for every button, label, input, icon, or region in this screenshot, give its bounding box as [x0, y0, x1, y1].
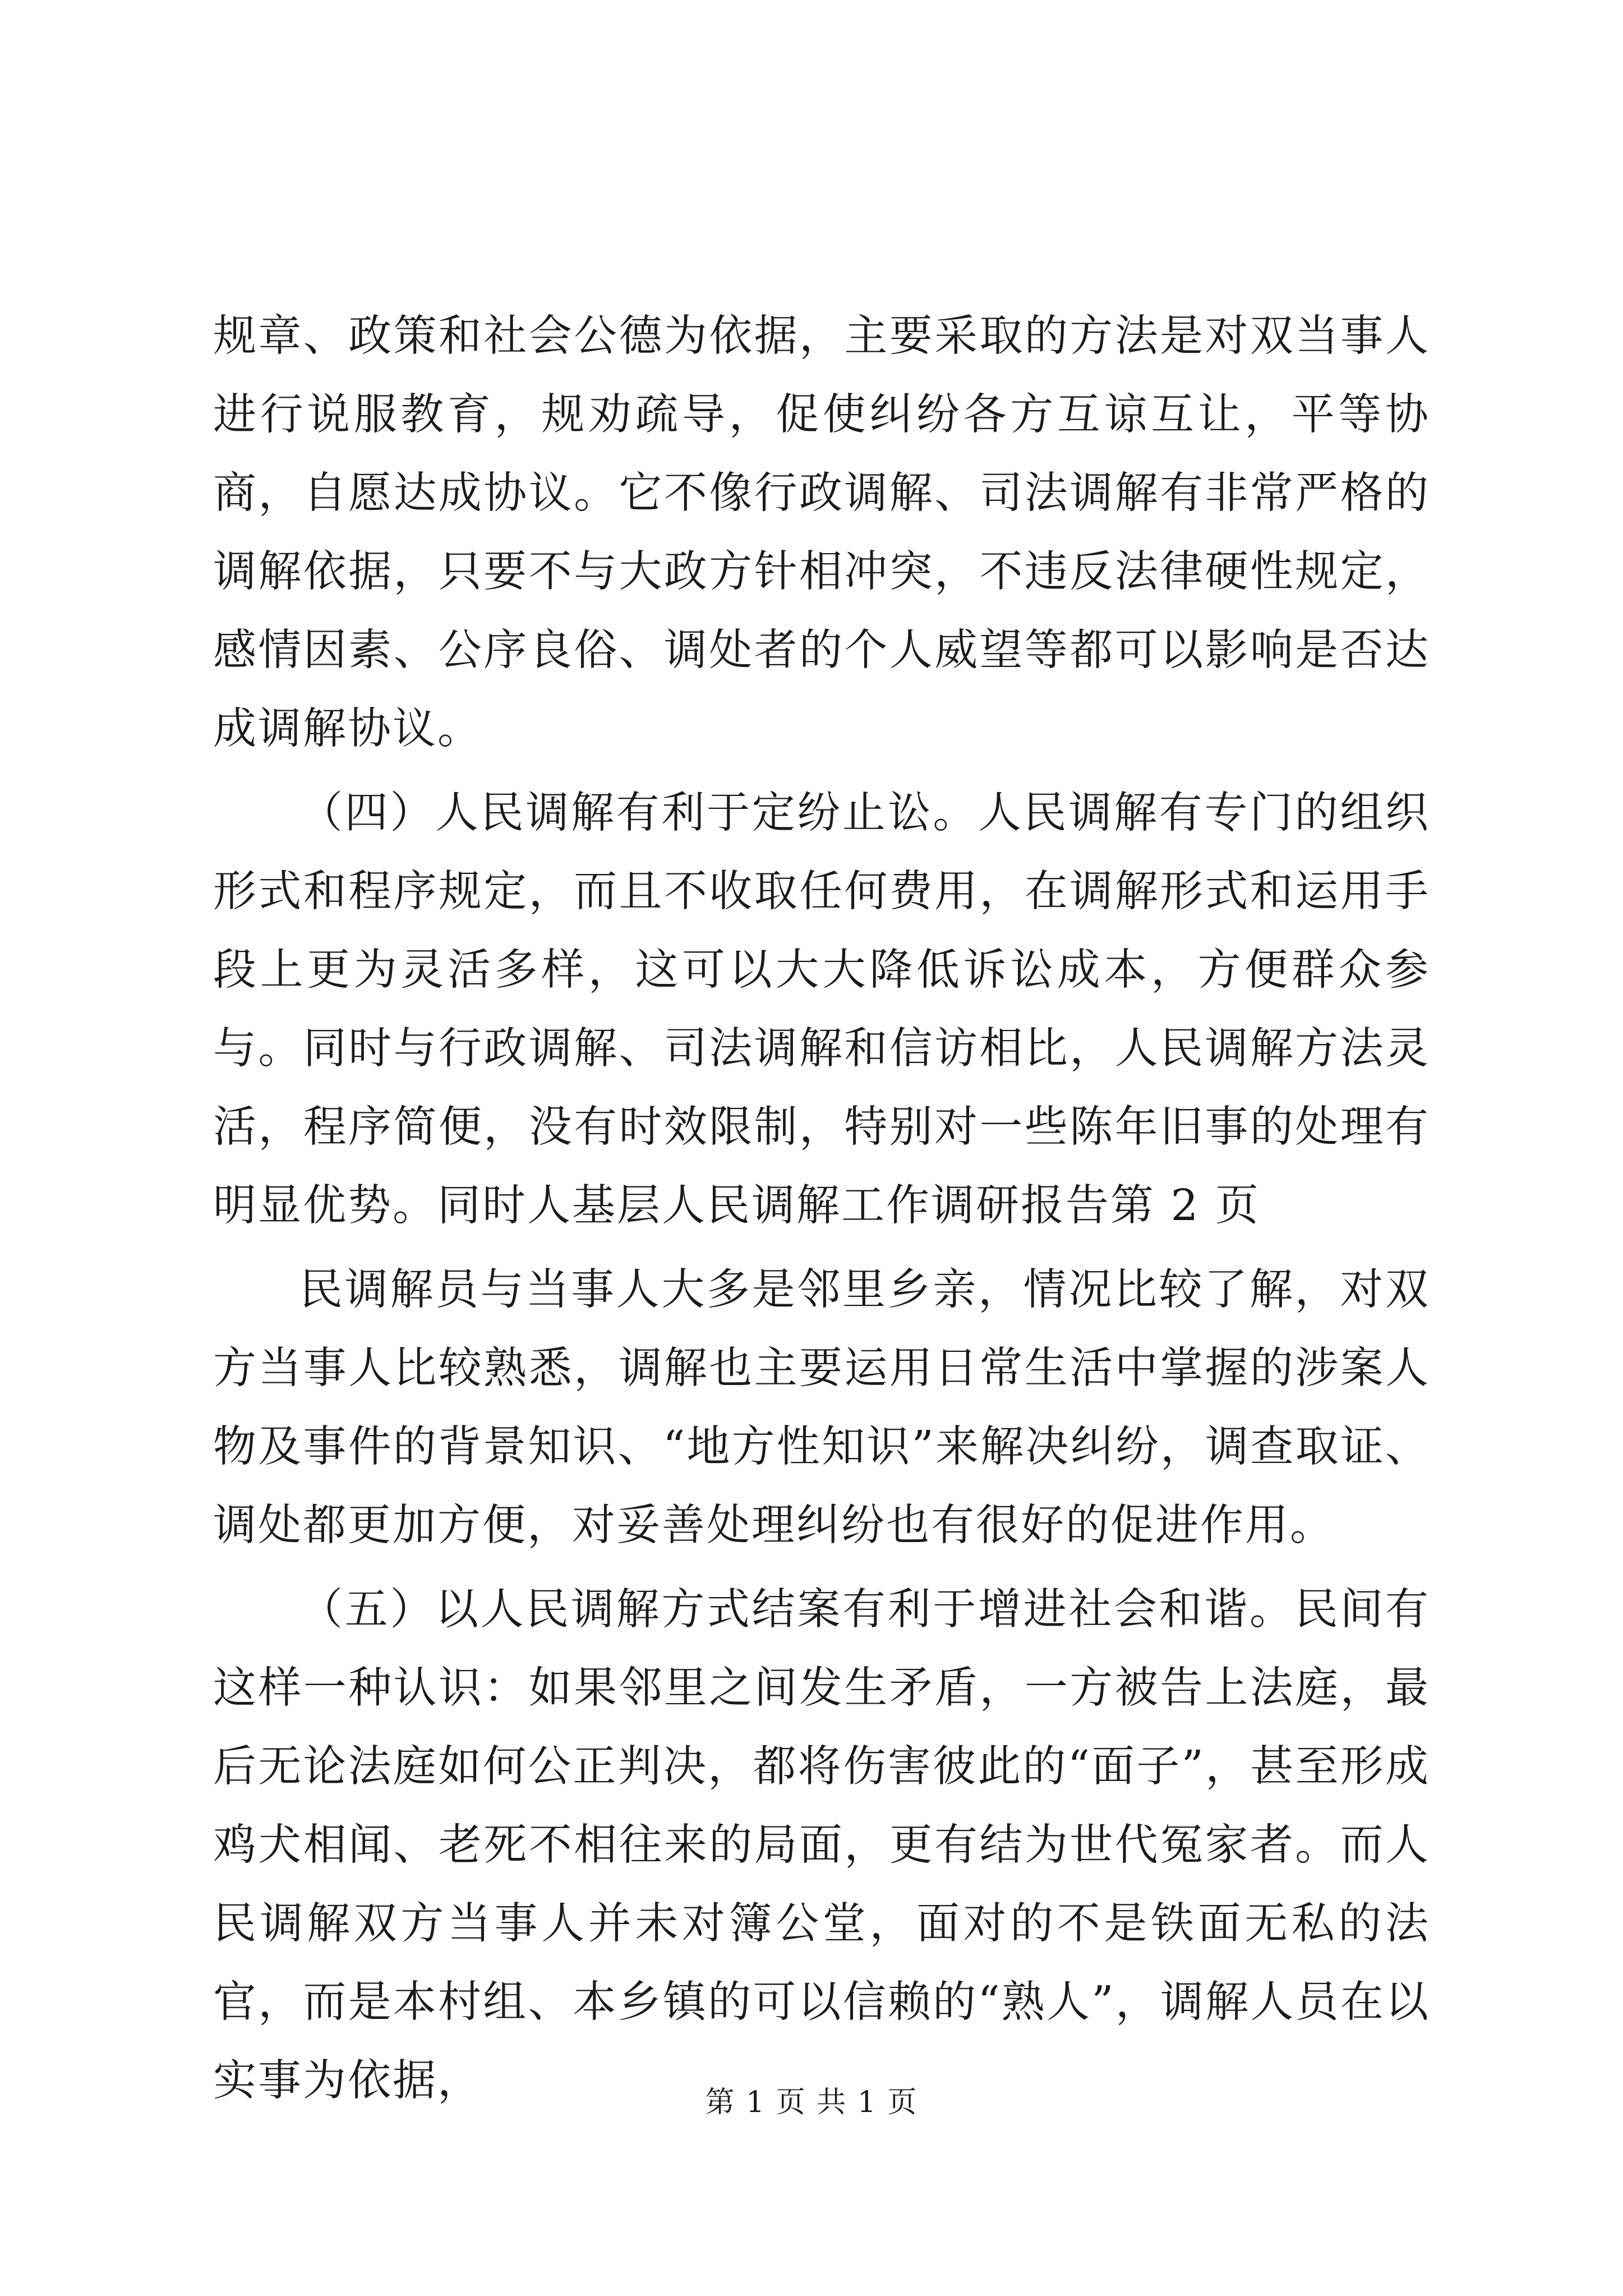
- paragraph-2: （四）人民调解有利于定纷止讼。人民调解有专门的组织形式和程序规定，而且不收取任何费用，在调解形式和运用手段上更为灵活多样，这可以大大降低诉讼成本，方便群众参与。同时与行政调解、司法调解和信访相比，人民调解方法灵活，程序简便，没有时效限制，特别对一些陈年旧事的处理有明显优势。同时人基层人民调解工作调研报告第 2 页: [213, 788, 1430, 1231]
- paragraph-gap: [213, 1245, 1430, 1251]
- paragraph-3: 民调解员与当事人大多是邻里乡亲，情况比较了解，对双方当事人比较熟悉，调解也主要运用日常生活中掌握的涉案人物及事件的背景知识、“地方性知识”来解决纠纷，调查取证、调处都更加方便，对妥善处理纠纷也有很好的促进作用。: [213, 1265, 1430, 1550]
- document-body: [213, 297, 1430, 2120]
- paragraph-gap: [213, 1565, 1430, 1571]
- paragraph-4: （五）以人民调解方式结案有利于增进社会和谐。民间有这样一种认识：如果邻里之间发生矛盾，一方被告上法庭，最后无论法庭如何公正判决，都将伤害彼此的“面子”，甚至形成鸡犬相闻、老死不相往来的局面，更有结为世代冤家者。而人民调解双方当事人并未对簿公堂，面对的不是铁面无私的法官，而是本村组、本乡镇的可以信赖的“熟人”，调解人员在以实事为依据，: [213, 1585, 1430, 2106]
- paragraph-gap: [213, 769, 1430, 774]
- paragraph-1: 规章、政策和社会公德为依据，主要采取的方法是对双当事人进行说服教育，规劝疏导，促使纠纷各方互谅互让，平等协商，自愿达成协议。它不像行政调解、司法调解有非常严格的调解依据，只要不与大政方针相冲突，不违反法律硬性规定，感情因素、公序良俗、调处者的个人威望等都可以影响是否达成调解协议。: [213, 311, 1430, 754]
- page-footer: 第 1 页 共 1 页: [705, 2086, 918, 2119]
